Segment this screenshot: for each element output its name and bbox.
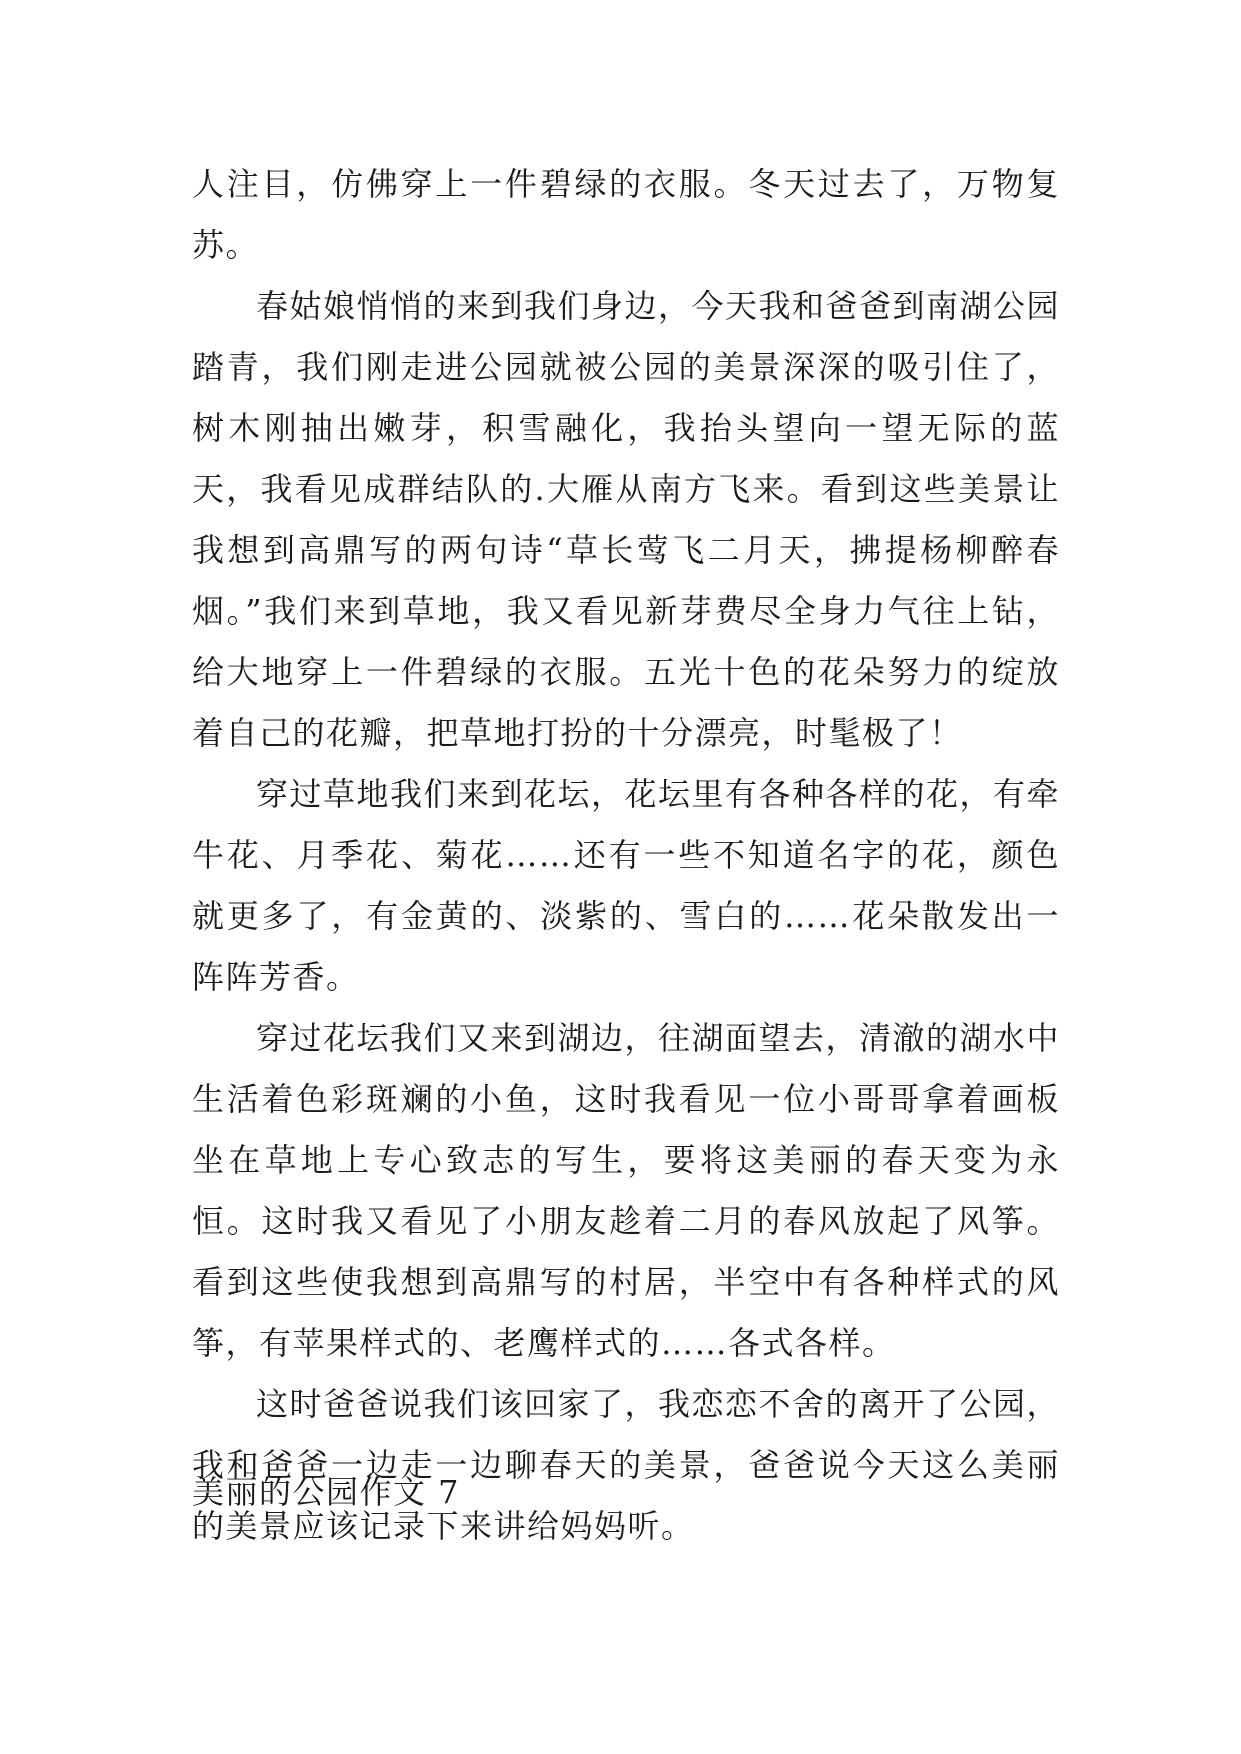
paragraph-going-home: 这时爸爸说我们该回家了，我恋恋不舍的离开了公园，我和爸爸一边走一边聊春天的美景，爸爸说今天这么美丽的美景应该记录下来讲给妈妈听。 [192, 1385, 1061, 1545]
paragraph-lakeside: 穿过花坛我们又来到湖边，往湖面望去，清澈的湖水中生活着色彩斑斓的小鱼，这时我看见一位小哥哥拿着画板坐在草地上专心致志的写生，要将这美丽的春天变为永恒。这时我又看见了小朋友趁着二月的春风放起了风筝。看到这些使我想到高鼎写的村居，半空中有各种样式的风筝，有苹果样式的、老鹰样式的……各式各样。 [192, 1019, 1061, 1362]
paragraph-spring-arrival: 春姑娘悄悄的来到我们身边，今天我和爸爸到南湖公园踏青，我们刚走进公园就被公园的美景深深的吸引住了，树木刚抽出嫩芽，积雪融化，我抬头望向一望无际的蓝天，我看见成群结队的.大雁从南方飞来。看到这些美景让我想到高鼎写的两句诗“草长莺飞二月天，拂提杨柳醉春烟。”我们来到草地，我又看见新芽费尽全身力气往上钻，给大地穿上一件碧绿的衣服。五光十色的花朵努力的绽放着自己的花瓣，把草地打扮的十分漂亮，时髦极了！ [192, 287, 1061, 752]
document-body [192, 154, 1060, 1557]
section-heading: 美丽的公园作文 7 [192, 1473, 461, 1511]
paragraph-flower-bed: 穿过草地我们来到花坛，花坛里有各种各样的花，有牵牛花、月季花、菊花……还有一些不知道名字的花，颜色就更多了，有金黄的、淡紫的、雪白的……花朵散发出一阵阵芳香。 [192, 775, 1061, 996]
paragraph-continued: 人注目，仿佛穿上一件碧绿的衣服。冬天过去了，万物复苏。 [192, 165, 1060, 264]
